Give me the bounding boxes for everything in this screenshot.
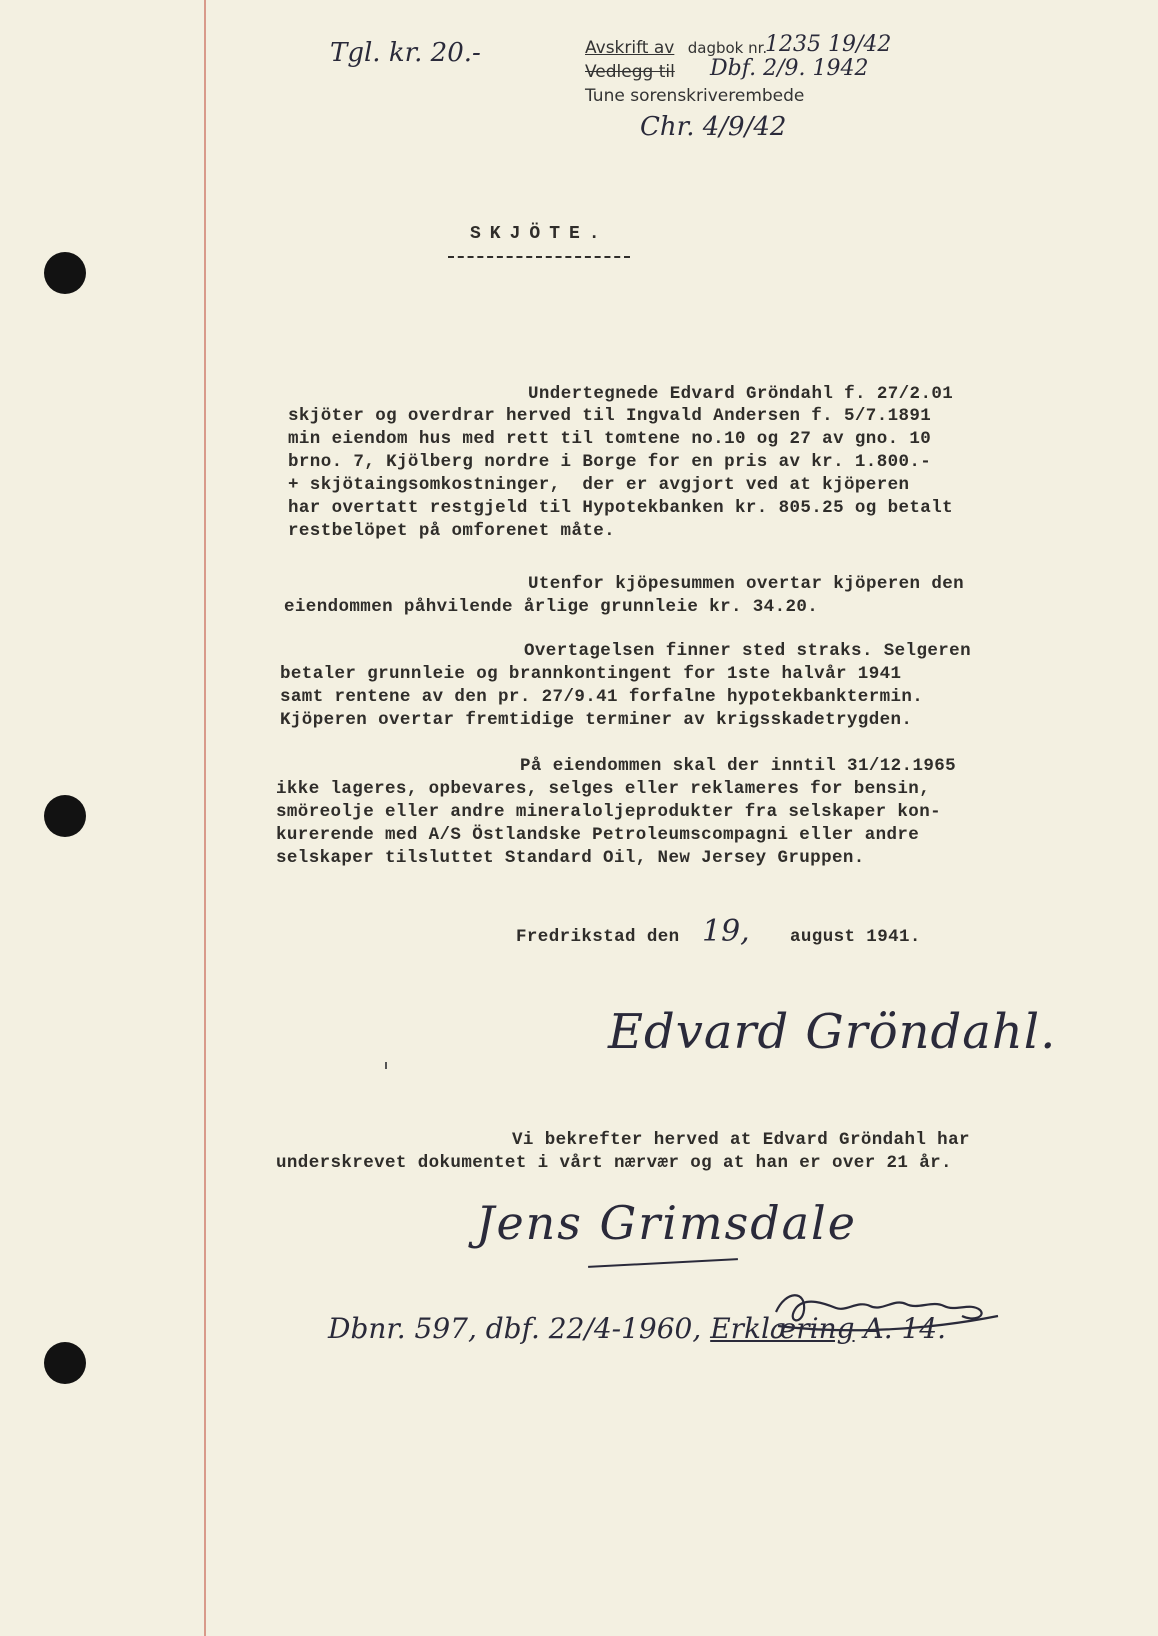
- body-line: samt rentene av den pr. 27/9.41 forfalne hypotekbanktermin.: [280, 687, 924, 707]
- marginal-note: Tgl. kr. 20.-: [330, 38, 481, 68]
- body-line: selskaper tilsluttet Standard Oil, New Jersey Gruppen.: [276, 848, 865, 868]
- stamp-office: Tune sorenskriverembede: [585, 86, 805, 106]
- footer-note-erklaering: Erklæring: [710, 1312, 855, 1345]
- witness-signature: Jens Grimsdale: [476, 1196, 857, 1250]
- punch-hole: [44, 1342, 86, 1384]
- date-suffix: august 1941.: [790, 927, 921, 947]
- body-line: skjöter og overdrar herved til Ingvald Andersen f. 5/7.1891: [288, 406, 932, 426]
- document-title: SKJÖTE.: [470, 224, 609, 244]
- body-line: Undertegnede Edvard Gröndahl f. 27/2.01: [528, 384, 954, 404]
- witness-line: Vi bekrefter herved at Edvard Gröndahl har: [512, 1130, 970, 1150]
- ink-mark: [385, 1062, 387, 1069]
- body-line: På eiendommen skal der inntil 31/12.1965: [520, 756, 957, 776]
- title-underline: [448, 256, 630, 258]
- punch-hole: [44, 795, 86, 837]
- punch-hole: [44, 252, 86, 294]
- body-line: min eiendom hus med rett til tomtene no.10 og 27 av gno. 10: [288, 429, 932, 449]
- footer-note-suffix: A. 14.: [863, 1312, 947, 1345]
- body-line: Utenfor kjöpesummen overtar kjöperen den: [528, 574, 965, 594]
- body-line: + skjötaingsomkostninger, der er avgjort ved at kjöperen: [288, 475, 910, 495]
- date-prefix: Fredrikstad den: [516, 927, 680, 947]
- stamp-initials: Chr. 4/9/42: [640, 112, 787, 142]
- stamp-avskrift: Avskrift av: [585, 38, 675, 58]
- margin-rule: [204, 0, 206, 1636]
- stamp-dagbok-number: 1235 19/42: [765, 32, 892, 57]
- footer-note: [328, 1312, 946, 1345]
- stamp-line-2: [585, 62, 675, 82]
- seller-signature: Edvard Gröndahl.: [608, 1004, 1057, 1060]
- body-line: restbelöpet på omforenet måte.: [288, 521, 616, 541]
- body-line: ikke lageres, opbevares, selges eller reklameres for bensin,: [276, 779, 931, 799]
- stamp-dagbok: dagbok nr.: [687, 39, 768, 57]
- body-line: kurerende med A/S Östlandske Petroleumscompagni eller andre: [276, 825, 920, 845]
- stamp-line-1: [585, 38, 767, 58]
- body-line: brno. 7, Kjölberg nordre i Borge for en pris av kr. 1.800.-: [288, 452, 932, 472]
- body-line: smöreolje eller andre mineraloljeprodukter fra selskaper kon-: [276, 802, 942, 822]
- footer-note-prefix: Dbnr. 597, dbf. 22/4-1960,: [328, 1312, 702, 1345]
- stamp-vedlegg: Vedlegg til: [585, 62, 675, 82]
- body-line: eiendommen påhvilende årlige grunnleie kr. 34.20.: [284, 597, 819, 617]
- body-line: Kjöperen overtar fremtidige terminer av krigsskadetrygden.: [280, 710, 913, 730]
- body-line: Overtagelsen finner sted straks. Selgeren: [524, 641, 971, 661]
- date-day: 19,: [702, 914, 750, 949]
- witness-line: underskrevet dokumentet i vårt nærvær og at han er over 21 år.: [276, 1153, 952, 1173]
- body-line: betaler grunnleie og brannkontingent for 1ste halvår 1941: [280, 664, 902, 684]
- body-line: har overtatt restgjeld til Hypotekbanken kr. 805.25 og betalt: [288, 498, 954, 518]
- stamp-dbf-date: Dbf. 2/9. 1942: [710, 56, 869, 81]
- signature-stroke: [588, 1258, 738, 1268]
